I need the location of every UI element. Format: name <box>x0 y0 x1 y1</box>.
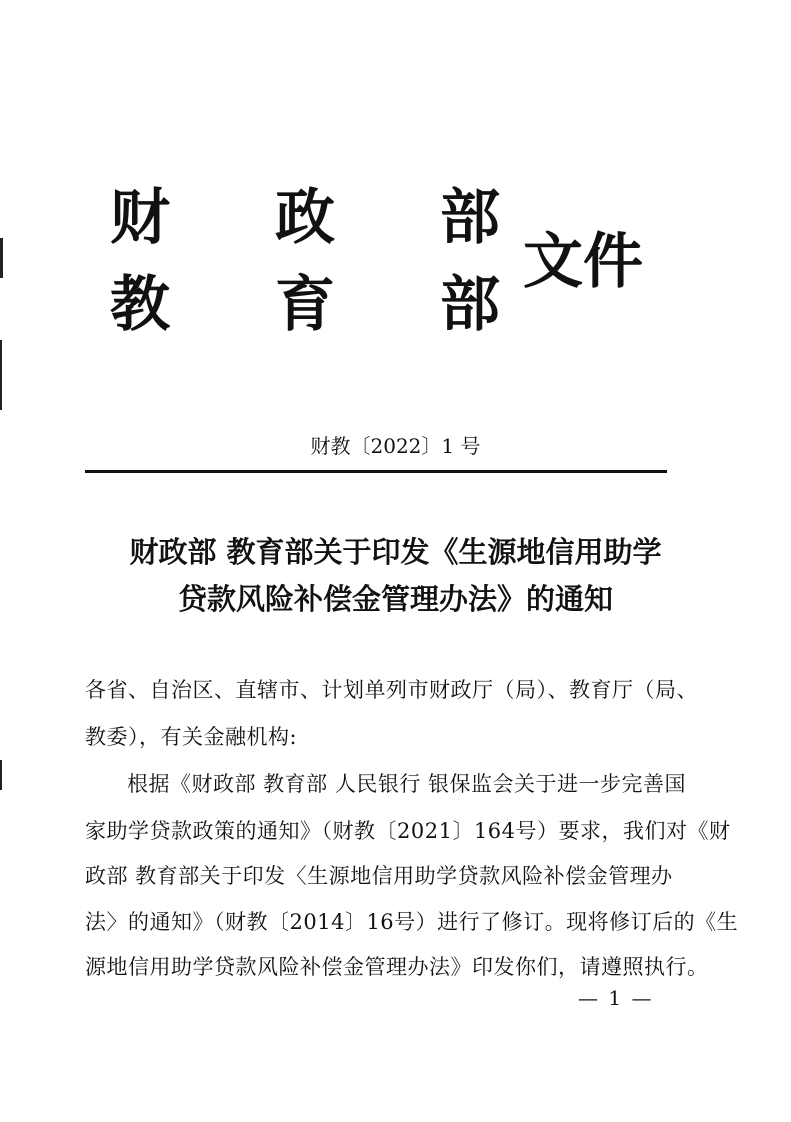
body-text-line: 政部 教育部关于印发〈生源地信用助学贷款风险补偿金管理办 <box>85 864 673 888</box>
body-text-line: 家助学贷款政策的通知》（财教〔2021〕164号）要求，我们对《财 <box>85 819 731 843</box>
issuer-char: 财 <box>110 183 170 253</box>
issuer-ministry-of-finance <box>105 183 505 253</box>
issuer-char: 教 <box>110 270 170 340</box>
header-divider <box>85 470 667 473</box>
body-text-line: 源地信用助学贷款风险补偿金管理办法》印发你们，请遵照执行。 <box>85 955 709 979</box>
document-title-line-2: 贷款风险补偿金管理办法》的通知 <box>177 582 613 616</box>
recipients-line: 各省、自治区、直辖市、计划单列市财政厅（局）、教育厅（局、 <box>85 678 698 702</box>
issuer-char: 部 <box>440 183 500 253</box>
scan-edge-mark <box>0 238 3 278</box>
issuer-char: 育 <box>275 270 335 340</box>
document-number: 财教〔2022〕1 号 <box>310 434 481 458</box>
document-word: 文件 <box>523 227 643 297</box>
issuer-ministry-of-education <box>105 270 505 340</box>
scan-edge-mark <box>0 760 2 790</box>
document-title-line-1: 财政部 教育部关于印发《生源地信用助学 <box>129 535 662 569</box>
body-text-line: 法〉的通知》（财教〔2014〕16号）进行了修订。现将修订后的《生 <box>85 910 739 934</box>
issuer-char: 政 <box>275 183 335 253</box>
scan-edge-mark <box>0 340 2 410</box>
recipients-line: 教委），有关金融机构: <box>85 725 298 749</box>
body-text-line: 根据《财政部 教育部 人民银行 银保监会关于进一步完善国 <box>127 772 687 796</box>
issuer-char: 部 <box>440 270 500 340</box>
page-number: — 1 — <box>578 986 654 1010</box>
